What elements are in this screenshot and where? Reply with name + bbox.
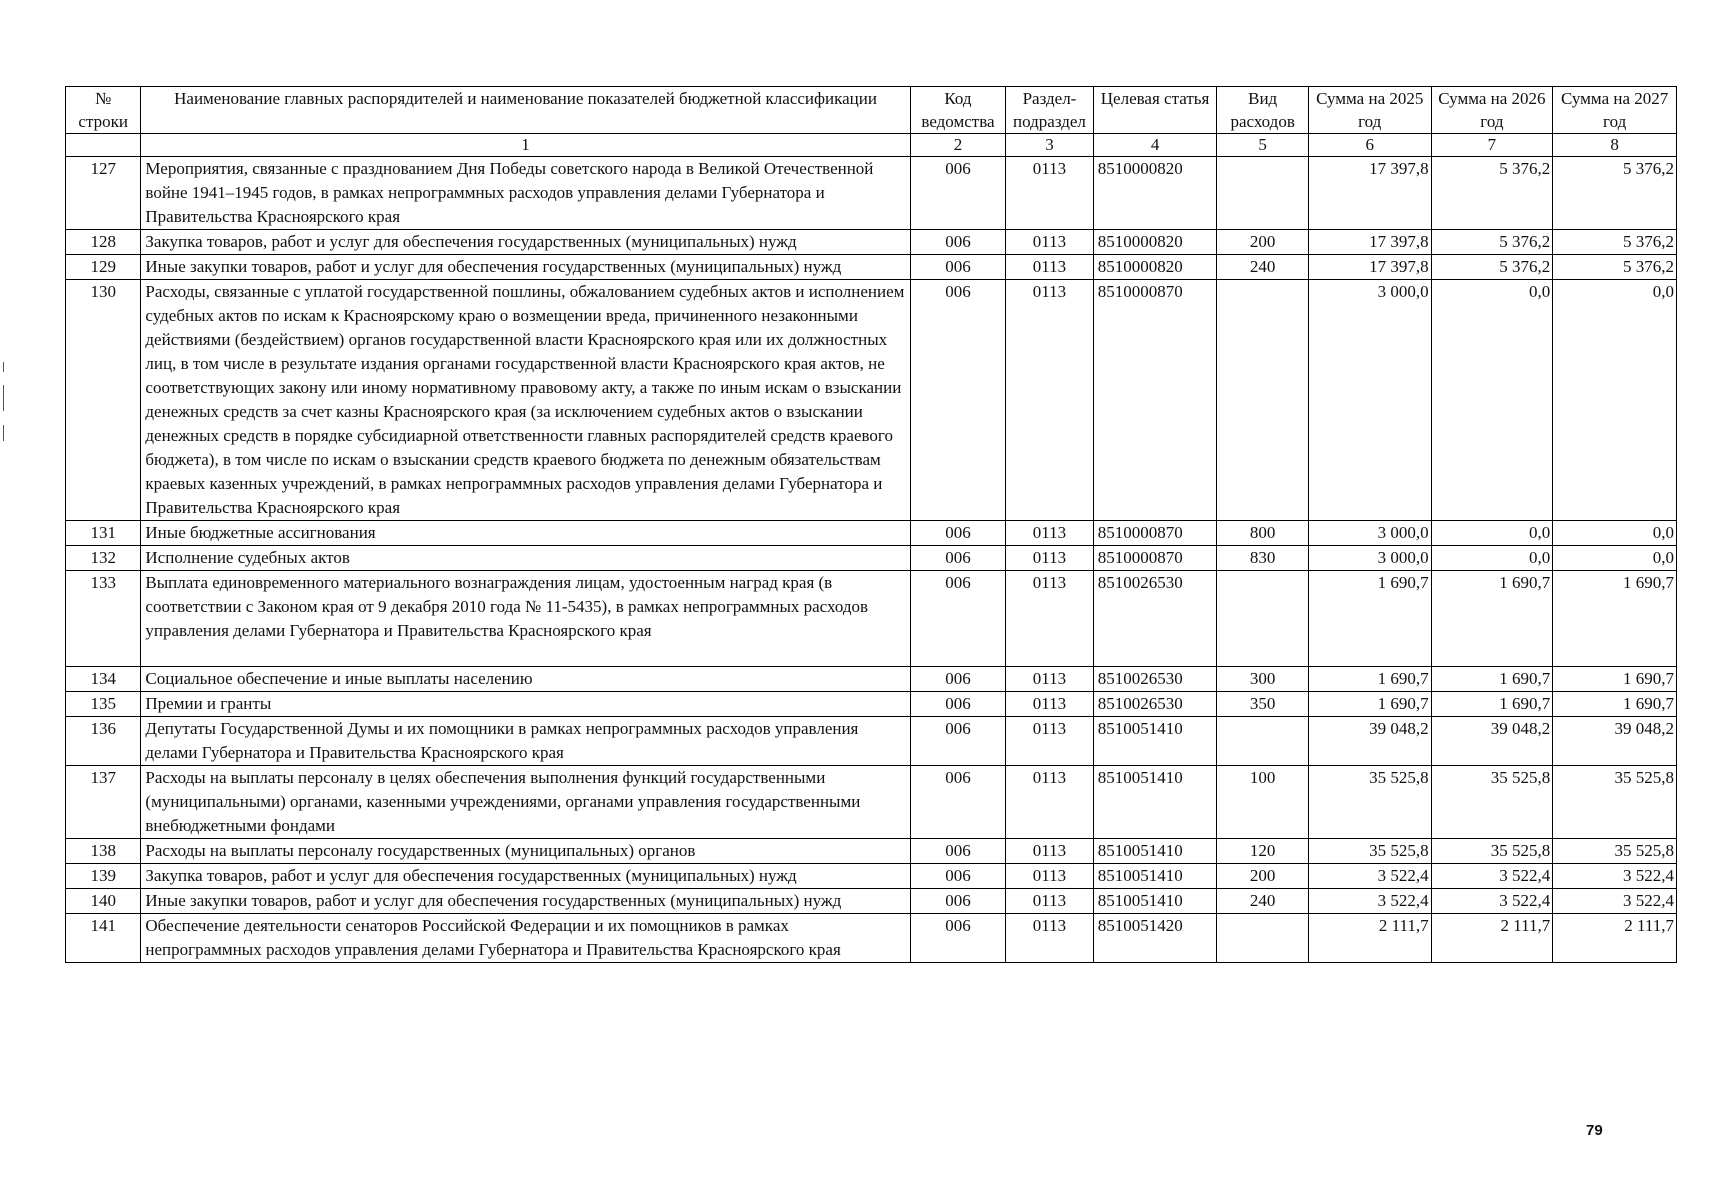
row-sum-2025: 1 690,7 (1308, 571, 1431, 667)
row-exp-type (1217, 717, 1309, 766)
table-body (66, 157, 1677, 963)
row-target: 8510051410 (1093, 839, 1217, 864)
row-section: 0113 (1006, 230, 1093, 255)
row-section: 0113 (1006, 157, 1093, 230)
row-target: 8510051410 (1093, 889, 1217, 914)
row-sum-2026: 0,0 (1431, 280, 1553, 521)
row-dept-code: 006 (910, 766, 1006, 839)
row-number: 128 (66, 230, 141, 255)
row-sum-2025: 2 111,7 (1308, 914, 1431, 963)
row-dept-code: 006 (910, 230, 1006, 255)
row-sum-2025: 3 000,0 (1308, 546, 1431, 571)
header-sum-2025: Сумма на 2025 год (1308, 87, 1431, 134)
table-row (66, 864, 1677, 889)
row-sum-2025: 17 397,8 (1308, 255, 1431, 280)
row-sum-2026: 39 048,2 (1431, 717, 1553, 766)
row-exp-type: 240 (1217, 255, 1309, 280)
table-row (66, 255, 1677, 280)
row-sum-2025: 17 397,8 (1308, 157, 1431, 230)
row-sum-2025: 3 522,4 (1308, 889, 1431, 914)
row-name: Расходы на выплаты персоналу в целях обеспечения выполнения функций государственными (муниципальными) органами, казенными учреждениями, органами управления государственными внебюджетными фондами (141, 766, 910, 839)
row-target: 8510051420 (1093, 914, 1217, 963)
row-name: Выплата единовременного материального вознаграждения лицам, удостоенным наград края (в соответствии с Законом края от 9 декабря 2010 года № 11-5435), в рамках непрограммных расходов управления делами Губернатора и Правительства Красноярского края (141, 571, 910, 667)
row-sum-2027: 0,0 (1553, 280, 1677, 521)
header-row-no: № строки (66, 87, 141, 134)
row-section: 0113 (1006, 571, 1093, 667)
row-sum-2026: 1 690,7 (1431, 667, 1553, 692)
row-exp-type: 300 (1217, 667, 1309, 692)
row-sum-2025: 17 397,8 (1308, 230, 1431, 255)
column-number: 8 (1553, 134, 1677, 157)
row-target: 8510026530 (1093, 571, 1217, 667)
table-row (66, 766, 1677, 839)
table-row (66, 546, 1677, 571)
row-section: 0113 (1006, 521, 1093, 546)
row-sum-2027: 1 690,7 (1553, 692, 1677, 717)
scan-artifact (3, 362, 4, 372)
row-target: 8510051410 (1093, 717, 1217, 766)
row-name: Социальное обеспечение и иные выплаты населению (141, 667, 910, 692)
row-number: 137 (66, 766, 141, 839)
row-sum-2027: 3 522,4 (1553, 889, 1677, 914)
column-number: 4 (1093, 134, 1217, 157)
row-target: 8510000870 (1093, 546, 1217, 571)
row-exp-type (1217, 914, 1309, 963)
row-sum-2027: 39 048,2 (1553, 717, 1677, 766)
row-section: 0113 (1006, 546, 1093, 571)
table-row (66, 521, 1677, 546)
row-number: 138 (66, 839, 141, 864)
row-target: 8510000870 (1093, 521, 1217, 546)
row-number: 134 (66, 667, 141, 692)
row-section: 0113 (1006, 864, 1093, 889)
row-sum-2025: 1 690,7 (1308, 667, 1431, 692)
row-sum-2027: 1 690,7 (1553, 667, 1677, 692)
row-target: 8510051410 (1093, 766, 1217, 839)
row-sum-2027: 2 111,7 (1553, 914, 1677, 963)
row-name: Закупка товаров, работ и услуг для обеспечения государственных (муниципальных) нужд (141, 230, 910, 255)
row-sum-2026: 1 690,7 (1431, 571, 1553, 667)
header-dept-code: Код ведомства (910, 87, 1006, 134)
row-name: Расходы, связанные с уплатой государственной пошлины, обжалованием судебных актов и исполнением судебных актов по искам к Красноярскому краю о возмещении вреда, причиненного незаконными действиями (бездействием) органов государственной власти Красноярского края или их должностных лиц, в том числе в результате издания органами государственной власти Красноярского края актов, не соответствующих закону или иному нормативному правовому акту, а также по иным искам о взыскании денежных средств за счет казны Красноярского края (за исключением судебных актов о взыскании денежных средств в порядке субсидиарной ответственности главных распорядителей средств краевого бюджета), в том числе по искам о взыскании средств краевого бюджета по денежным обязательствам краевых казенных учреждений, в рамках непрограммных расходов управления делами Губернатора и Правительства Красноярского края (141, 280, 910, 521)
row-number: 140 (66, 889, 141, 914)
row-name: Депутаты Государственной Думы и их помощники в рамках непрограммных расходов управления делами Губернатора и Правительства Красноярского края (141, 717, 910, 766)
row-number: 141 (66, 914, 141, 963)
column-number-row (66, 134, 1677, 157)
table-row (66, 839, 1677, 864)
row-section: 0113 (1006, 717, 1093, 766)
column-number: 7 (1431, 134, 1553, 157)
row-number: 133 (66, 571, 141, 667)
row-sum-2027: 5 376,2 (1553, 157, 1677, 230)
row-sum-2027: 0,0 (1553, 521, 1677, 546)
row-dept-code: 006 (910, 546, 1006, 571)
row-section: 0113 (1006, 280, 1093, 521)
row-sum-2025: 3 000,0 (1308, 521, 1431, 546)
header-sum-2027: Сумма на 2027 год (1553, 87, 1677, 134)
row-exp-type (1217, 571, 1309, 667)
column-number: 6 (1308, 134, 1431, 157)
row-section: 0113 (1006, 889, 1093, 914)
row-sum-2026: 0,0 (1431, 521, 1553, 546)
row-sum-2025: 1 690,7 (1308, 692, 1431, 717)
row-sum-2026: 3 522,4 (1431, 864, 1553, 889)
table-row (66, 280, 1677, 521)
scan-artifact (3, 385, 4, 411)
row-name: Закупка товаров, работ и услуг для обеспечения государственных (муниципальных) нужд (141, 864, 910, 889)
row-exp-type (1217, 280, 1309, 521)
row-section: 0113 (1006, 667, 1093, 692)
row-exp-type: 200 (1217, 864, 1309, 889)
row-sum-2025: 39 048,2 (1308, 717, 1431, 766)
budget-table (65, 86, 1677, 963)
row-target: 8510051410 (1093, 864, 1217, 889)
row-target: 8510026530 (1093, 667, 1217, 692)
row-dept-code: 006 (910, 521, 1006, 546)
row-section: 0113 (1006, 914, 1093, 963)
row-sum-2026: 1 690,7 (1431, 692, 1553, 717)
row-sum-2027: 1 690,7 (1553, 571, 1677, 667)
row-sum-2026: 5 376,2 (1431, 255, 1553, 280)
row-target: 8510000870 (1093, 280, 1217, 521)
row-name: Иные бюджетные ассигнования (141, 521, 910, 546)
row-exp-type: 830 (1217, 546, 1309, 571)
row-exp-type: 240 (1217, 889, 1309, 914)
row-dept-code: 006 (910, 157, 1006, 230)
row-sum-2026: 0,0 (1431, 546, 1553, 571)
row-name: Иные закупки товаров, работ и услуг для обеспечения государственных (муниципальных) нужд (141, 255, 910, 280)
header-row (66, 87, 1677, 134)
column-number: 3 (1006, 134, 1093, 157)
row-target: 8510000820 (1093, 157, 1217, 230)
row-exp-type: 120 (1217, 839, 1309, 864)
row-dept-code: 006 (910, 255, 1006, 280)
row-number: 130 (66, 280, 141, 521)
row-number: 136 (66, 717, 141, 766)
row-exp-type: 100 (1217, 766, 1309, 839)
table-row (66, 571, 1677, 667)
row-section: 0113 (1006, 839, 1093, 864)
row-sum-2026: 5 376,2 (1431, 230, 1553, 255)
row-exp-type: 800 (1217, 521, 1309, 546)
row-name: Иные закупки товаров, работ и услуг для обеспечения государственных (муниципальных) нужд (141, 889, 910, 914)
row-target: 8510000820 (1093, 230, 1217, 255)
row-number: 127 (66, 157, 141, 230)
table-row (66, 692, 1677, 717)
row-number: 135 (66, 692, 141, 717)
page-number: 79 (1586, 1122, 1603, 1139)
row-target: 8510000820 (1093, 255, 1217, 280)
row-exp-type: 350 (1217, 692, 1309, 717)
row-sum-2026: 5 376,2 (1431, 157, 1553, 230)
row-dept-code: 006 (910, 280, 1006, 521)
row-dept-code: 006 (910, 889, 1006, 914)
row-name: Исполнение судебных актов (141, 546, 910, 571)
table-row (66, 667, 1677, 692)
table-row (66, 717, 1677, 766)
header-target: Целевая статья (1093, 87, 1217, 134)
row-sum-2025: 3 522,4 (1308, 864, 1431, 889)
row-section: 0113 (1006, 766, 1093, 839)
row-dept-code: 006 (910, 864, 1006, 889)
header-exp-type: Вид расходов (1217, 87, 1309, 134)
column-number: 1 (141, 134, 910, 157)
table-row (66, 914, 1677, 963)
header-sum-2026: Сумма на 2026 год (1431, 87, 1553, 134)
row-section: 0113 (1006, 692, 1093, 717)
row-sum-2027: 35 525,8 (1553, 766, 1677, 839)
row-dept-code: 006 (910, 717, 1006, 766)
row-section: 0113 (1006, 255, 1093, 280)
row-dept-code: 006 (910, 667, 1006, 692)
row-sum-2025: 35 525,8 (1308, 766, 1431, 839)
row-sum-2026: 2 111,7 (1431, 914, 1553, 963)
column-number: 5 (1217, 134, 1309, 157)
header-name: Наименование главных распорядителей и наименование показателей бюджетной классификации (141, 87, 910, 134)
row-dept-code: 006 (910, 914, 1006, 963)
row-sum-2026: 35 525,8 (1431, 766, 1553, 839)
row-dept-code: 006 (910, 571, 1006, 667)
row-number: 139 (66, 864, 141, 889)
row-sum-2027: 3 522,4 (1553, 864, 1677, 889)
scan-artifact (3, 425, 4, 441)
column-number (66, 134, 141, 157)
header-section: Раздел-подраздел (1006, 87, 1093, 134)
table-row (66, 230, 1677, 255)
row-sum-2027: 5 376,2 (1553, 230, 1677, 255)
row-sum-2025: 3 000,0 (1308, 280, 1431, 521)
row-number: 131 (66, 521, 141, 546)
row-target: 8510026530 (1093, 692, 1217, 717)
row-dept-code: 006 (910, 692, 1006, 717)
row-exp-type: 200 (1217, 230, 1309, 255)
row-exp-type (1217, 157, 1309, 230)
row-name: Премии и гранты (141, 692, 910, 717)
row-name: Мероприятия, связанные с празднованием Дня Победы советского народа в Великой Отечественной войне 1941–1945 годов, в рамках непрограммных расходов управления делами Губернатора и Правительства Красноярского края (141, 157, 910, 230)
table-row (66, 157, 1677, 230)
row-sum-2026: 3 522,4 (1431, 889, 1553, 914)
row-sum-2027: 0,0 (1553, 546, 1677, 571)
column-number: 2 (910, 134, 1006, 157)
row-name: Расходы на выплаты персоналу государственных (муниципальных) органов (141, 839, 910, 864)
row-sum-2025: 35 525,8 (1308, 839, 1431, 864)
row-dept-code: 006 (910, 839, 1006, 864)
row-name: Обеспечение деятельности сенаторов Российской Федерации и их помощников в рамках непрограммных расходов управления делами Губернатора и Правительства Красноярского края (141, 914, 910, 963)
table-row (66, 889, 1677, 914)
row-sum-2027: 35 525,8 (1553, 839, 1677, 864)
row-sum-2027: 5 376,2 (1553, 255, 1677, 280)
row-number: 132 (66, 546, 141, 571)
row-number: 129 (66, 255, 141, 280)
row-sum-2026: 35 525,8 (1431, 839, 1553, 864)
